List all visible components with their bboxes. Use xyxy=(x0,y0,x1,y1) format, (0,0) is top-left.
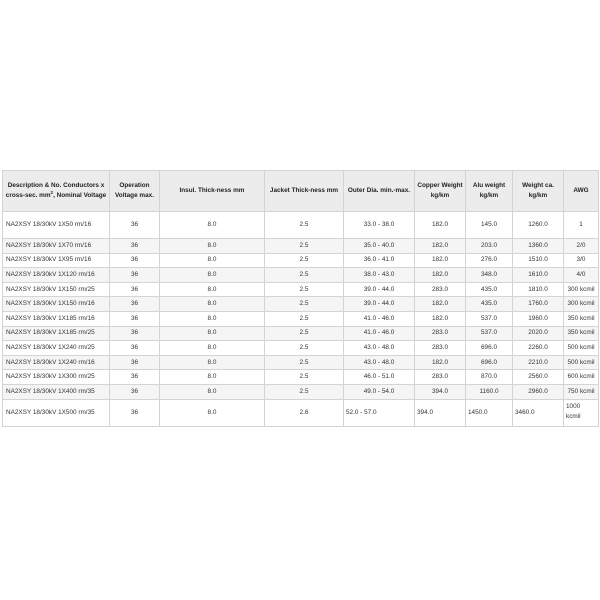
cell-jacket-thickness: 2.5 xyxy=(265,311,344,326)
cell-copper-weight: 182.0 xyxy=(415,239,466,254)
cell-jacket-thickness: 2.5 xyxy=(265,239,344,254)
cell-description: NA2XSY 18/30kV 1X240 rm/16 xyxy=(3,355,110,370)
cell-alu-weight: 870.0 xyxy=(466,370,513,385)
cell-outer-dia: 52.0 - 57.0 xyxy=(344,399,415,426)
cell-awg: 1000 kcmil xyxy=(564,399,599,426)
cell-insul-thickness: 8.0 xyxy=(160,370,265,385)
cell-outer-dia: 39.0 - 44.0 xyxy=(344,297,415,312)
cell-outer-dia: 41.0 - 46.0 xyxy=(344,326,415,341)
cell-insul-thickness: 8.0 xyxy=(160,384,265,399)
cell-description: NA2XSY 18/30kV 1X150 rm/25 xyxy=(3,282,110,297)
cell-weight-ca: 2210.0 xyxy=(513,355,564,370)
table-row xyxy=(3,282,599,297)
cell-operation-voltage: 36 xyxy=(110,355,160,370)
cell-insul-thickness: 8.0 xyxy=(160,212,265,239)
header-description: Description & No. Conductors x cross-sec. $mm^2$, Nominal Voltage xyxy=(3,171,110,212)
table-row xyxy=(3,355,599,370)
cell-jacket-thickness: 2.5 xyxy=(265,326,344,341)
cell-operation-voltage: 36 xyxy=(110,253,160,268)
cell-weight-ca: 1510.0 xyxy=(513,253,564,268)
cell-weight-ca: 2960.0 xyxy=(513,384,564,399)
cell-jacket-thickness: 2.5 xyxy=(265,341,344,356)
cell-weight-ca: 1610.0 xyxy=(513,268,564,283)
cell-alu-weight: 435.0 xyxy=(466,297,513,312)
cell-copper-weight: 182.0 xyxy=(415,355,466,370)
cell-copper-weight: 283.0 xyxy=(415,282,466,297)
cell-awg: 300 kcmil xyxy=(564,282,599,297)
cell-operation-voltage: 36 xyxy=(110,268,160,283)
cell-alu-weight: 537.0 xyxy=(466,326,513,341)
cell-alu-weight: 1160.0 xyxy=(466,384,513,399)
cell-alu-weight: 696.0 xyxy=(466,341,513,356)
cell-operation-voltage: 36 xyxy=(110,212,160,239)
cable-spec-table xyxy=(2,170,599,427)
cell-outer-dia: 38.0 - 43.0 xyxy=(344,268,415,283)
cell-insul-thickness: 8.0 xyxy=(160,341,265,356)
cell-jacket-thickness: 2.5 xyxy=(265,212,344,239)
cell-insul-thickness: 8.0 xyxy=(160,297,265,312)
table-row xyxy=(3,399,599,426)
cell-awg: 300 kcmil xyxy=(564,297,599,312)
cell-operation-voltage: 36 xyxy=(110,311,160,326)
cell-insul-thickness: 8.0 xyxy=(160,239,265,254)
cell-awg: 500 kcmil xyxy=(564,355,599,370)
cell-outer-dia: 43.0 - 48.0 xyxy=(344,355,415,370)
cell-copper-weight: 182.0 xyxy=(415,268,466,283)
cell-jacket-thickness: 2.5 xyxy=(265,253,344,268)
cell-operation-voltage: 36 xyxy=(110,341,160,356)
cell-jacket-thickness: 2.5 xyxy=(265,297,344,312)
cell-copper-weight: 283.0 xyxy=(415,370,466,385)
cell-outer-dia: 36.0 - 41.0 xyxy=(344,253,415,268)
cell-alu-weight: 348.0 xyxy=(466,268,513,283)
table-row xyxy=(3,311,599,326)
cell-operation-voltage: 36 xyxy=(110,399,160,426)
cell-operation-voltage: 36 xyxy=(110,326,160,341)
cell-insul-thickness: 8.0 xyxy=(160,326,265,341)
table-row xyxy=(3,212,599,239)
cell-copper-weight: 394.0 xyxy=(415,399,466,426)
cell-awg: 3/0 xyxy=(564,253,599,268)
cell-awg: 4/0 xyxy=(564,268,599,283)
cell-jacket-thickness: 2.5 xyxy=(265,355,344,370)
cell-insul-thickness: 8.0 xyxy=(160,311,265,326)
cell-operation-voltage: 36 xyxy=(110,282,160,297)
cell-description: NA2XSY 18/30kV 1X120 rm/16 xyxy=(3,268,110,283)
table-row xyxy=(3,268,599,283)
header-copper-weight: Copper Weight kg/km xyxy=(415,171,466,212)
cell-copper-weight: 394.0 xyxy=(415,384,466,399)
header-jacket-thickness: Jacket Thick-ness mm xyxy=(265,171,344,212)
cell-awg: 750 kcmil xyxy=(564,384,599,399)
cell-outer-dia: 33.0 - 38.0 xyxy=(344,212,415,239)
cell-outer-dia: 35.0 - 40.0 xyxy=(344,239,415,254)
cell-outer-dia: 41.0 - 46.0 xyxy=(344,311,415,326)
cell-copper-weight: 182.0 xyxy=(415,311,466,326)
header-outer-dia: Outer Dia. min.-max. xyxy=(344,171,415,212)
cell-description: NA2XSY 18/30kV 1X150 rm/16 xyxy=(3,297,110,312)
header-row xyxy=(3,171,599,212)
cell-description: NA2XSY 18/30kV 1X185 rm/16 xyxy=(3,311,110,326)
cell-alu-weight: 145.0 xyxy=(466,212,513,239)
cell-insul-thickness: 8.0 xyxy=(160,282,265,297)
cell-copper-weight: 283.0 xyxy=(415,341,466,356)
cell-operation-voltage: 36 xyxy=(110,384,160,399)
cell-weight-ca: 2560.0 xyxy=(513,370,564,385)
cell-description: NA2XSY 18/30kV 1X240 rm/25 xyxy=(3,341,110,356)
cell-alu-weight: 435.0 xyxy=(466,282,513,297)
cell-awg: 1 xyxy=(564,212,599,239)
cell-awg: 2/0 xyxy=(564,239,599,254)
cell-weight-ca: 1960.0 xyxy=(513,311,564,326)
cell-awg: 350 kcmil xyxy=(564,311,599,326)
cell-alu-weight: 276.0 xyxy=(466,253,513,268)
header-weight-ca: Weight ca. kg/km xyxy=(513,171,564,212)
cell-alu-weight: 203.0 xyxy=(466,239,513,254)
cell-copper-weight: 182.0 xyxy=(415,297,466,312)
cell-jacket-thickness: 2.5 xyxy=(265,268,344,283)
cell-weight-ca: 1760.0 xyxy=(513,297,564,312)
cell-weight-ca: 2020.0 xyxy=(513,326,564,341)
table-row xyxy=(3,384,599,399)
cell-outer-dia: 43.0 - 48.0 xyxy=(344,341,415,356)
cell-insul-thickness: 8.0 xyxy=(160,399,265,426)
header-awg: AWG xyxy=(564,171,599,212)
cell-awg: 500 kcmil xyxy=(564,341,599,356)
cell-jacket-thickness: 2.5 xyxy=(265,282,344,297)
cell-jacket-thickness: 2.6 xyxy=(265,399,344,426)
cell-description: NA2XSY 18/30kV 1X70 rm/16 xyxy=(3,239,110,254)
cell-awg: 600 kcmil xyxy=(564,370,599,385)
cell-copper-weight: 182.0 xyxy=(415,212,466,239)
table-row xyxy=(3,326,599,341)
header-alu-weight: Alu weight kg/km xyxy=(466,171,513,212)
cell-insul-thickness: 8.0 xyxy=(160,253,265,268)
cell-outer-dia: 46.0 - 51.0 xyxy=(344,370,415,385)
cell-weight-ca: 1810.0 xyxy=(513,282,564,297)
cell-description: NA2XSY 18/30kV 1X300 rm/25 xyxy=(3,370,110,385)
cell-insul-thickness: 8.0 xyxy=(160,355,265,370)
cell-alu-weight: 537.0 xyxy=(466,311,513,326)
cell-alu-weight: 1450.0 xyxy=(466,399,513,426)
cell-description: NA2XSY 18/30kV 1X500 rm/35 xyxy=(3,399,110,426)
cell-weight-ca: 1260.0 xyxy=(513,212,564,239)
table-row xyxy=(3,341,599,356)
cell-weight-ca: 2260.0 xyxy=(513,341,564,356)
cell-copper-weight: 182.0 xyxy=(415,253,466,268)
table-row xyxy=(3,253,599,268)
cell-weight-ca: 1360.0 xyxy=(513,239,564,254)
header-insul-thickness: Insul. Thick-ness mm xyxy=(160,171,265,212)
cell-description: NA2XSY 18/30kV 1X95 rm/16 xyxy=(3,253,110,268)
cell-weight-ca: 3460.0 xyxy=(513,399,564,426)
table-row xyxy=(3,297,599,312)
cell-operation-voltage: 36 xyxy=(110,239,160,254)
cell-alu-weight: 696.0 xyxy=(466,355,513,370)
cell-insul-thickness: 8.0 xyxy=(160,268,265,283)
cell-outer-dia: 49.0 - 54.0 xyxy=(344,384,415,399)
cell-jacket-thickness: 2.5 xyxy=(265,370,344,385)
table-row xyxy=(3,239,599,254)
cell-description: NA2XSY 18/30kV 1X400 rm/35 xyxy=(3,384,110,399)
cell-awg: 350 kcmil xyxy=(564,326,599,341)
cell-outer-dia: 39.0 - 44.0 xyxy=(344,282,415,297)
table-row xyxy=(3,370,599,385)
cell-operation-voltage: 36 xyxy=(110,297,160,312)
cell-jacket-thickness: 2.5 xyxy=(265,384,344,399)
cell-operation-voltage: 36 xyxy=(110,370,160,385)
header-operation-voltage: Operation Voltage max. xyxy=(110,171,160,212)
cell-copper-weight: 283.0 xyxy=(415,326,466,341)
cell-description: NA2XSY 18/30kV 1X185 rm/25 xyxy=(3,326,110,341)
cell-description: NA2XSY 18/30kV 1X50 rm/16 xyxy=(3,212,110,239)
